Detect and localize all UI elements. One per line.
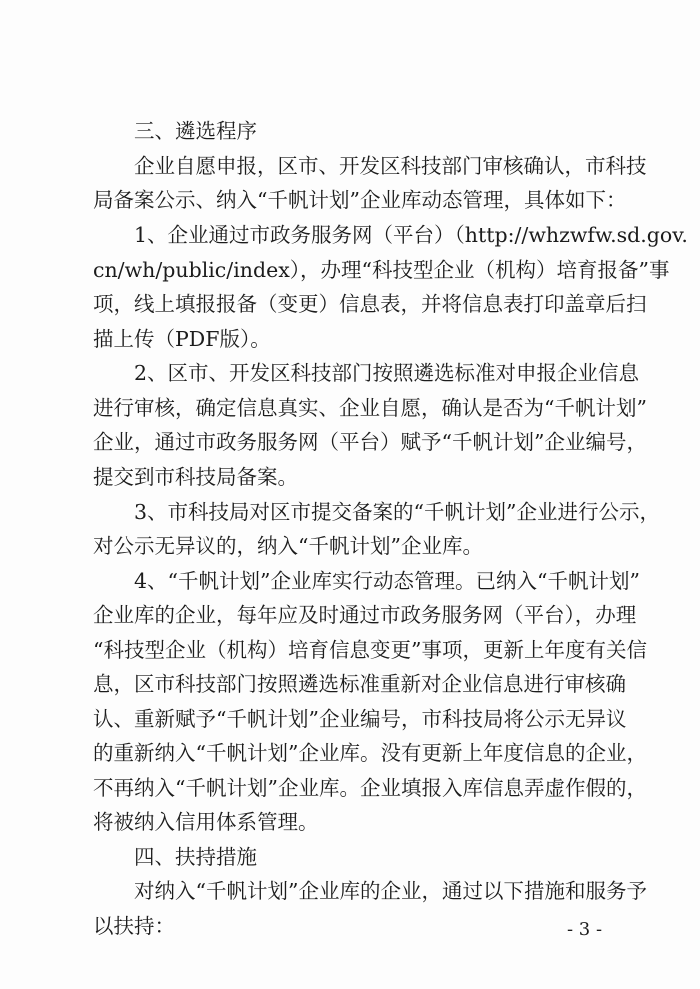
item-1-line-2: cn/wh/public/index），办理“科技型企业（机构）培育报备”事 [93, 258, 670, 282]
item-4-line-1: 4、“千帆计划”企业库实行动态管理。已纳入“千帆计划” [134, 569, 640, 593]
section-3-heading: 三、遴选程序 [134, 119, 257, 143]
item-4-line-8: 将被纳入信用体系管理。 [93, 810, 319, 834]
section-4-intro-line-2: 以扶持： [93, 914, 175, 938]
item-4-line-2: 企业库的企业，每年应及时通过市政务服务网（平台），办理 [93, 603, 637, 627]
section-4-heading: 四、扶持措施 [134, 845, 257, 869]
item-4-line-5: 认、重新赋予“千帆计划”企业编号，市科技局将公示无异议 [93, 707, 627, 731]
item-3-line-2: 对公示无异议的，纳入“千帆计划”企业库。 [93, 534, 483, 558]
item-1-line-4: 描上传（PDF版）。 [93, 327, 271, 351]
item-2-line-2: 进行审核，确定信息真实、企业自愿，确认是否为“千帆计划” [93, 396, 647, 420]
page-number: - 3 - [567, 919, 603, 940]
section-3-intro-line-1: 企业自愿申报，区市、开发区科技部门审核确认，市科技 [134, 154, 647, 178]
item-3-line-1: 3、市科技局对区市提交备案的“千帆计划”企业进行公示， [134, 500, 661, 524]
item-4-line-6: 的重新纳入“千帆计划”企业库。没有更新上年度信息的企业， [93, 741, 647, 765]
item-2-line-4: 提交到市科技局备案。 [93, 465, 298, 489]
item-2-line-1: 2、区市、开发区科技部门按照遴选标准对申报企业信息 [134, 361, 640, 385]
item-4-line-4: 息，区市科技部门按照遴选标准重新对企业信息进行审核确 [93, 672, 626, 696]
item-2-line-3: 企业，通过市政务服务网（平台）赋予“千帆计划”企业编号， [93, 430, 647, 454]
section-4-intro-line-1: 对纳入“千帆计划”企业库的企业，通过以下措施和服务予 [134, 879, 647, 903]
section-3-intro-line-2: 局备案公示、纳入“千帆计划”企业库动态管理，具体如下： [93, 188, 627, 212]
item-1-line-3: 项，线上填报报备（变更）信息表，并将信息表打印盖章后扫 [93, 292, 647, 316]
item-4-line-7: 不再纳入“千帆计划”企业库。企业填报入库信息弄虚作假的， [93, 776, 647, 800]
item-4-line-3: “科技型企业（机构）培育信息变更”事项，更新上年度有关信 [93, 638, 647, 662]
item-1-line-1: 1、企业通过市政务服务网（平台）（http://whzwfw.sd.gov. [134, 223, 688, 247]
